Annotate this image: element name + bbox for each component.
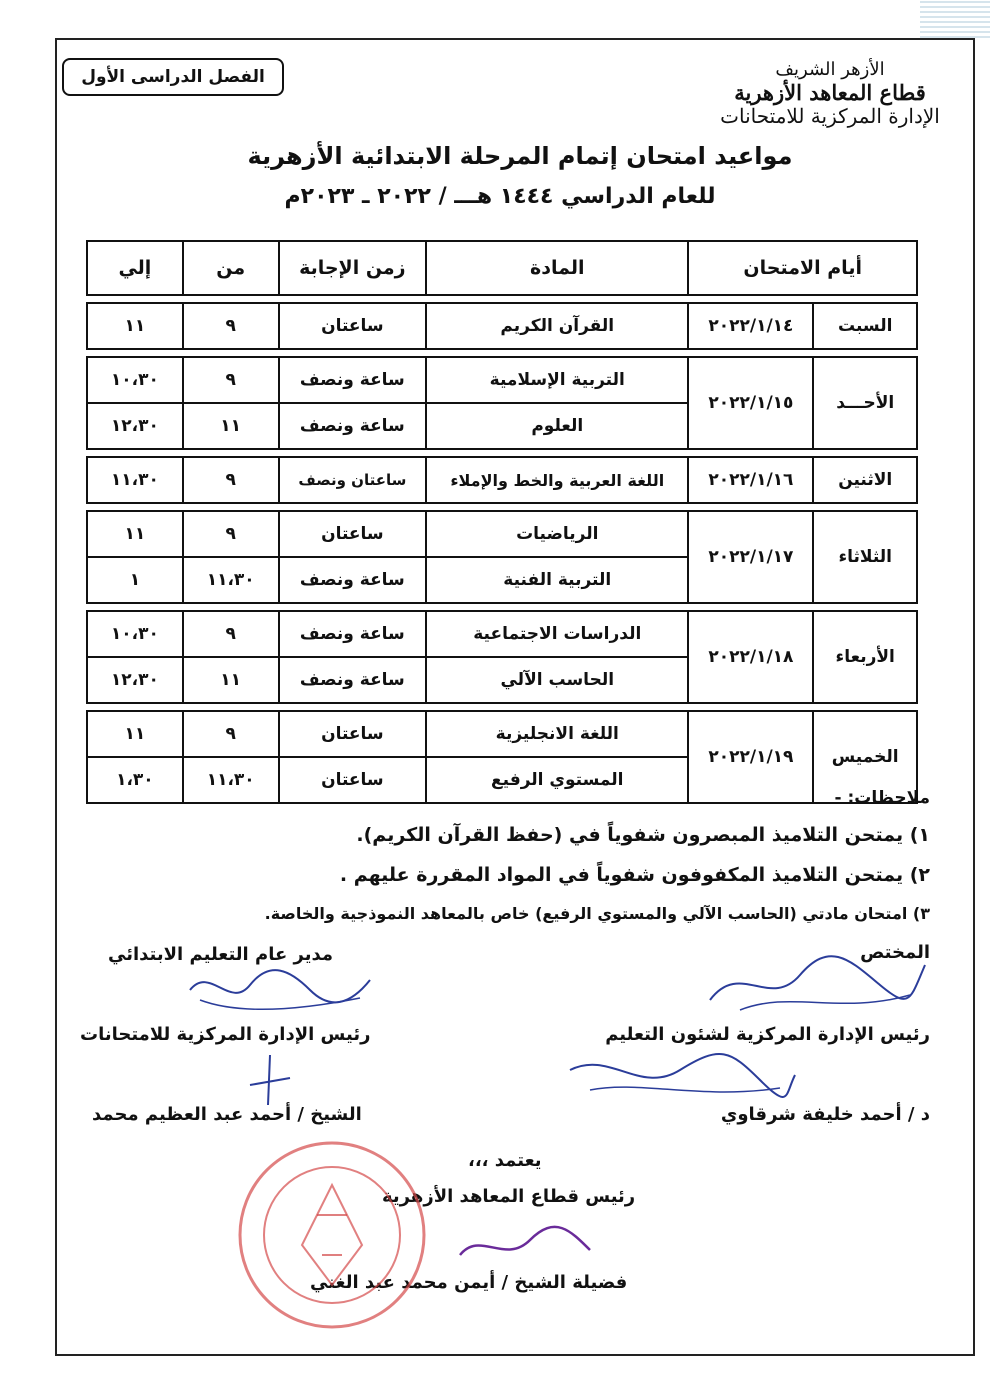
table-header-row [87, 241, 917, 295]
from-cell: ١١،٣٠ [183, 557, 279, 603]
header-duration: زمن الإجابة [279, 241, 427, 295]
date-cell: ٢٠٢٢/١/١٦ [688, 457, 813, 503]
duration-cell: ساعتان [279, 711, 427, 757]
subject-cell: التربية الإسلامية [426, 357, 688, 403]
duration-cell: ساعة ونصف [279, 611, 427, 657]
date-cell: ٢٠٢٢/١/١٩ [688, 711, 813, 803]
row-gap [87, 449, 917, 457]
table-row [87, 711, 917, 757]
duration-cell: ساعتان [279, 303, 427, 349]
row-gap [87, 603, 917, 611]
head-education-title: رئيس الإدارة المركزية لشئون التعليم [605, 1024, 930, 1045]
day-cell: الخميس [813, 711, 917, 803]
subject-cell: المستوي الرفيع [426, 757, 688, 803]
from-cell: ١١ [183, 403, 279, 449]
subject-cell: الدراسات الاجتماعية [426, 611, 688, 657]
notes-title: ملاحظات: - [834, 788, 930, 808]
duration-cell: ساعة ونصف [279, 657, 427, 703]
subject-cell: القرآن الكريم [426, 303, 688, 349]
row-gap [87, 703, 917, 711]
table-row [87, 357, 917, 403]
table-row [87, 611, 917, 657]
duration-cell: ساعة ونصف [279, 357, 427, 403]
to-cell: ١١ [87, 511, 183, 557]
day-cell: الثلاثاء [813, 511, 917, 603]
document-title: مواعيد امتحان إتمام المرحلة الابتدائية الأزهرية [247, 142, 793, 170]
from-cell: ٩ [183, 511, 279, 557]
to-cell: ١٠،٣٠ [87, 357, 183, 403]
to-cell: ١،٣٠ [87, 757, 183, 803]
subject-cell: اللغة الانجليزية [426, 711, 688, 757]
to-cell: ١١ [87, 711, 183, 757]
sector-head-signature-icon [450, 1220, 600, 1270]
head-exams-signature-icon [240, 1050, 300, 1110]
institution-line-3: الإدارة المركزية للامتحانات [720, 103, 940, 128]
specialist-signature-icon [700, 940, 930, 1020]
specialist-title: المختص [860, 942, 930, 963]
from-cell: ١١ [183, 657, 279, 703]
note-item: ٢) يمتحن التلاميذ المكفوفون شفوياً في المواد المقررة عليهم . [339, 864, 930, 886]
sector-head-title: رئيس قطاع المعاهد الأزهرية [382, 1186, 636, 1207]
header-exam-days: أيام الامتحان [688, 241, 917, 295]
approval-label: يعتمد ،،، [468, 1150, 542, 1171]
row-gap [87, 295, 917, 303]
row-gap [87, 503, 917, 511]
duration-cell: ساعة ونصف [279, 557, 427, 603]
head-exams-name: الشيخ / أحمد عبد العظيم محمد [92, 1104, 362, 1125]
from-cell: ٩ [183, 357, 279, 403]
from-cell: ٩ [183, 303, 279, 349]
row-gap [87, 349, 917, 357]
general-director-signature-icon [180, 960, 380, 1020]
official-seal-icon [232, 1135, 432, 1335]
subject-cell: التربية الفنية [426, 557, 688, 603]
head-exams-title: رئيس الإدارة المركزية للامتحانات [80, 1024, 371, 1045]
subject-cell: الرياضيات [426, 511, 688, 557]
exam-schedule-table [86, 240, 918, 804]
subject-cell: اللغة العربية والخط والإملاء [426, 457, 688, 503]
from-cell: ١١،٣٠ [183, 757, 279, 803]
subject-cell: العلوم [426, 403, 688, 449]
from-cell: ٩ [183, 611, 279, 657]
institution-header [715, 60, 945, 128]
from-cell: ٩ [183, 457, 279, 503]
to-cell: ١٢،٣٠ [87, 403, 183, 449]
duration-cell: ساعتان [279, 511, 427, 557]
date-cell: ٢٠٢٢/١/١٨ [688, 611, 813, 703]
scan-edge-stripes [920, 0, 990, 38]
table-row [87, 511, 917, 557]
day-cell: السبت [813, 303, 917, 349]
date-cell: ٢٠٢٢/١/١٧ [688, 511, 813, 603]
header-subject: المادة [426, 241, 688, 295]
term-label: الفصل الدراسى الأول [62, 58, 284, 96]
head-education-signature-icon [560, 1040, 800, 1110]
table-row [87, 457, 917, 503]
document-subtitle: للعام الدراسي ١٤٤٤ هـــ / ٢٠٢٢ ـ ٢٠٢٣م [284, 184, 716, 209]
to-cell: ١٢،٣٠ [87, 657, 183, 703]
subject-cell: الحاسب الآلي [426, 657, 688, 703]
duration-cell: ساعتان ونصف [279, 457, 427, 503]
sector-head-name: فضيلة الشيخ / أيمن محمد عبد الغني [310, 1272, 628, 1293]
date-cell: ٢٠٢٢/١/١٤ [688, 303, 813, 349]
day-cell: الأحـــد [813, 357, 917, 449]
header-to: إلي [87, 241, 183, 295]
from-cell: ٩ [183, 711, 279, 757]
head-education-name: د / أحمد خليفة شرقاوي [720, 1104, 930, 1125]
to-cell: ١ [87, 557, 183, 603]
date-cell: ٢٠٢٢/١/١٥ [688, 357, 813, 449]
duration-cell: ساعتان [279, 757, 427, 803]
note-item: ٣) امتحان مادتي (الحاسب الآلي والمستوي الرفيع) خاص بالمعاهد النموذجية والخاصة. [264, 904, 930, 923]
institution-line-2: قطاع المعاهد الأزهرية [734, 79, 926, 105]
to-cell: ١١ [87, 303, 183, 349]
duration-cell: ساعة ونصف [279, 403, 427, 449]
day-cell: الأربعاء [813, 611, 917, 703]
header-from: من [183, 241, 279, 295]
day-cell: الاثنين [813, 457, 917, 503]
note-item: ١) يمتحن التلاميذ المبصرون شفوياً في (حفظ القرآن الكريم). [356, 824, 930, 846]
general-director-title: مدير عام التعليم الابتدائي [108, 944, 334, 965]
to-cell: ١١،٣٠ [87, 457, 183, 503]
to-cell: ١٠،٣٠ [87, 611, 183, 657]
table-row [87, 303, 917, 349]
institution-line-1: الأزهر الشريف [775, 59, 885, 80]
